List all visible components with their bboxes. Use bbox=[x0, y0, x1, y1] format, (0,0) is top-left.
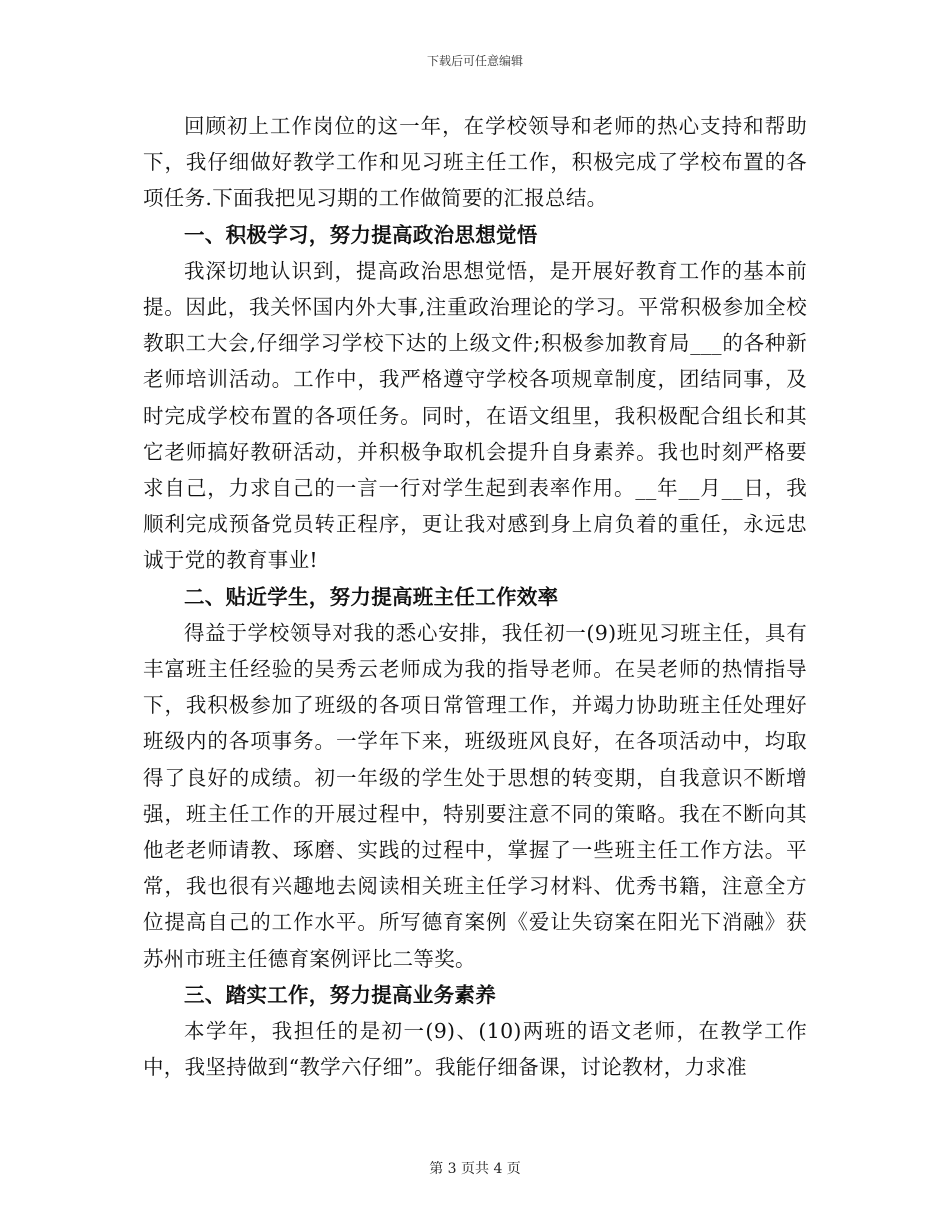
section-1-paragraph: 我深切地认识到，提高政治思想觉悟，是开展好教育工作的基本前提。因此，我关怀国内外大事,注重政治理论的学习。平常积极参加全校教职工大会,仔细学习学校下达的上级文件;积极参加教育局___的各种新老师培训活动。工作中，我严格遵守学校各项规章制度，团结同事，及时完成学校布置的各项任务。同时，在语文组里，我积极配合组长和其它老师搞好教研活动，并积极争取机会提升自身素养。我也时刻严格要求自己，力求自己的一言一行对学生起到表率作用。__年__月__日，我顺利完成预备党员转正程序，更让我对感到身上肩负着的重任，永远忠诚于党的教育事业! bbox=[143, 258, 807, 573]
page-header: 下载后可任意编辑 bbox=[426, 54, 523, 68]
page-footer: 第 3 页共 4 页 bbox=[429, 1161, 521, 1177]
document-body bbox=[143, 108, 807, 1085]
section-3-heading: 三、踏实工作，努力提高业务素养 bbox=[184, 982, 496, 1007]
section-2-paragraph: 得益于学校领导对我的悉心安排，我任初一(9)班见习班主任，具有丰富班主任经验的吴秀云老师成为我的指导老师。在吴老师的热情指导下，我积极参加了班级的各项日常管理工作，并竭力协助班主任处理好班级内的各项事务。一学年下来，班级班风良好，在各项活动中，均取得了良好的成绩。初一年级的学生处于思想的转变期，自我意识不断增强，班主任工作的开展过程中，特别要注意不同的策略。我在不断向其他老老师请教、琢磨、实践的过程中，掌握了一些班主任工作方法。平常，我也很有兴趣地去阅读相关班主任学习材料、优秀书籍，注意全方位提高自己的工作水平。所写德育案例《爱让失窃案在阳光下消融》获苏州市班主任德育案例评比二等奖。 bbox=[143, 620, 807, 971]
section-1-heading: 一、积极学习，努力提高政治思想觉悟 bbox=[184, 222, 538, 247]
section-2-heading: 二、贴近学生，努力提高班主任工作效率 bbox=[184, 584, 559, 609]
intro-paragraph: 回顾初上工作岗位的这一年，在学校领导和老师的热心支持和帮助下，我仔细做好教学工作和见习班主任工作，积极完成了学校布置的各项任务.下面我把见习期的工作做简要的汇报总结。 bbox=[143, 114, 807, 211]
section-3-paragraph: 本学年，我担任的是初一(9)、(10)两班的语文老师，在教学工作中，我坚持做到“教学六仔细”。我能仔细备课，讨论教材，力求准 bbox=[143, 1019, 807, 1080]
